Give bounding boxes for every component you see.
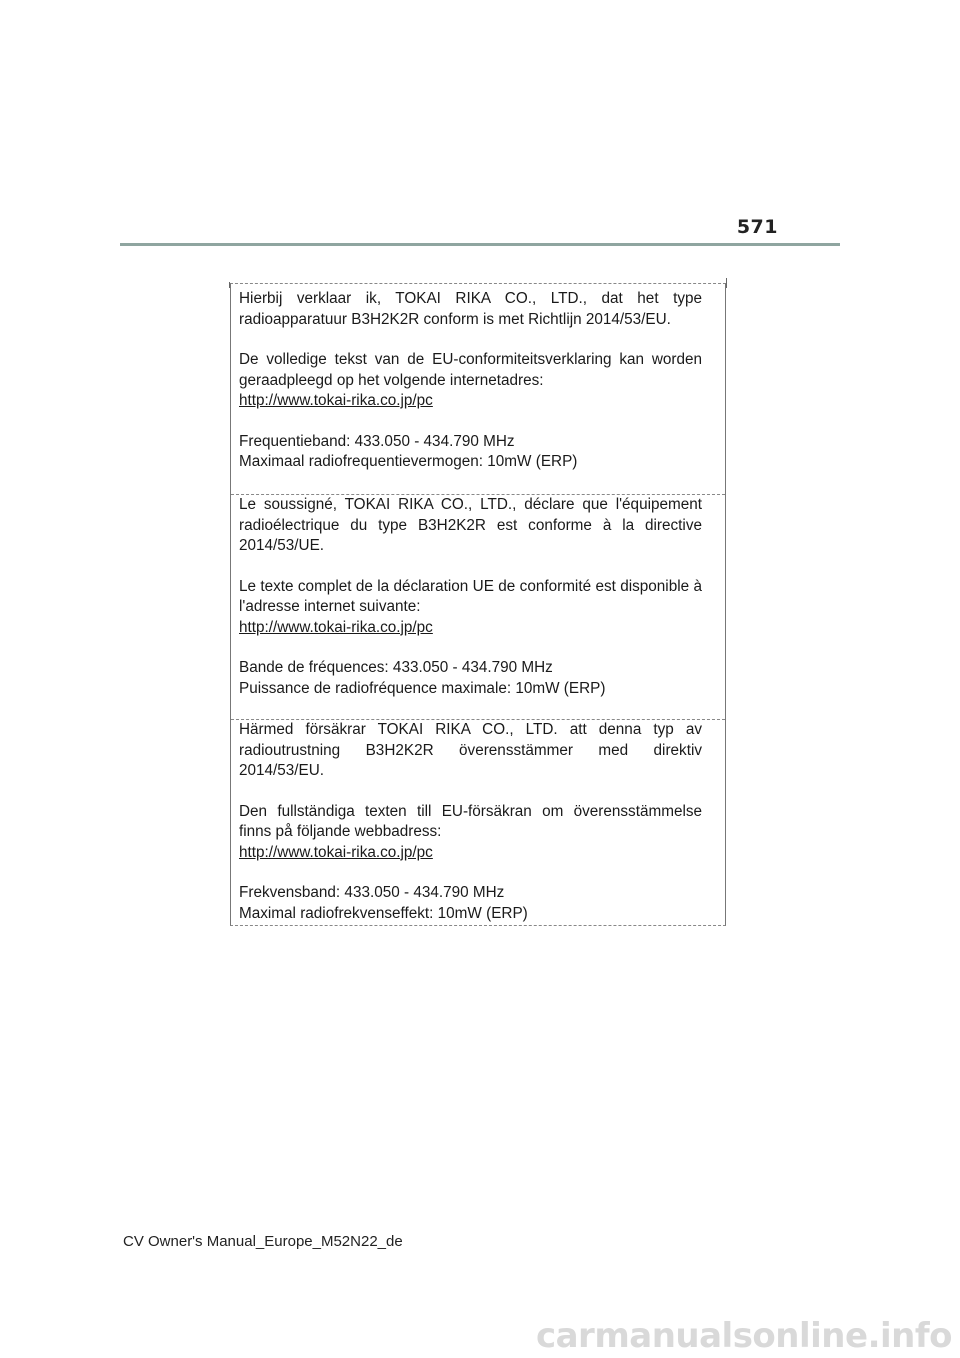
declaration-section-french [231, 494, 725, 719]
max-power-text: Maximal radiofrekvenseffekt: 10mW (ERP) [239, 904, 528, 922]
manual-footer: CV Owner's Manual_Europe_M52N22_de [123, 1233, 403, 1250]
max-power-text: Puissance de radiofréquence maximale: 10mW (ERP) [239, 679, 606, 697]
declaration-section-dutch [231, 289, 725, 492]
availability-text: De volledige tekst van de EU-conformiteitsverklaring kan worden geraadpleegd op het volgende internetadres: [239, 351, 702, 389]
frequency-band-text: Frequentieband: 433.050 - 434.790 MHz [239, 432, 515, 450]
availability-text: Le texte complet de la déclaration UE de conformité est disponible à l'adresse internet suivante: [239, 577, 702, 615]
max-power-text: Maximaal radiofrequentievermogen: 10mW (ERP) [239, 453, 578, 470]
frequency-band-text: Frekvensband: 433.050 - 434.790 MHz [239, 884, 505, 901]
declaration-url-link[interactable]: http://www.tokai-rika.co.jp/pc [239, 618, 433, 636]
frequency-band-text: Bande de fréquences: 433.050 - 434.790 MHz [239, 659, 553, 676]
conformity-declaration-box [230, 283, 726, 926]
declaration-text: Hierbij verklaar ik, TOKAI RIKA CO., LTD., dat het type radioapparatuur B3H2K2R conform is met Richtlijn 2014/53/EU. [239, 290, 702, 328]
declaration-text: Härmed försäkrar TOKAI RIKA CO., LTD. att denna typ av radioutrustning B3H2K2R överensstämmer med direktiv 2014/53/EU. [239, 721, 702, 779]
declaration-text: Le soussigné, TOKAI RIKA CO., LTD., déclare que l'équipement radioélectrique du type B3H2K2R est conforme à la directive 2014/53/UE. [239, 496, 702, 554]
site-watermark: carmanualsonline.info [535, 1316, 952, 1356]
declaration-url-link[interactable]: http://www.tokai-rika.co.jp/pc [239, 843, 433, 861]
declaration-url-link[interactable]: http://www.tokai-rika.co.jp/pc [239, 392, 433, 409]
declaration-section-swedish [231, 719, 725, 927]
header-rule [120, 243, 840, 246]
availability-text: Den fullständiga texten till EU-försäkran om överensstämmelse finns på följande webbadress: [239, 802, 702, 840]
page-number: 571 [736, 216, 778, 238]
scan-corner-mark-right [726, 278, 727, 288]
